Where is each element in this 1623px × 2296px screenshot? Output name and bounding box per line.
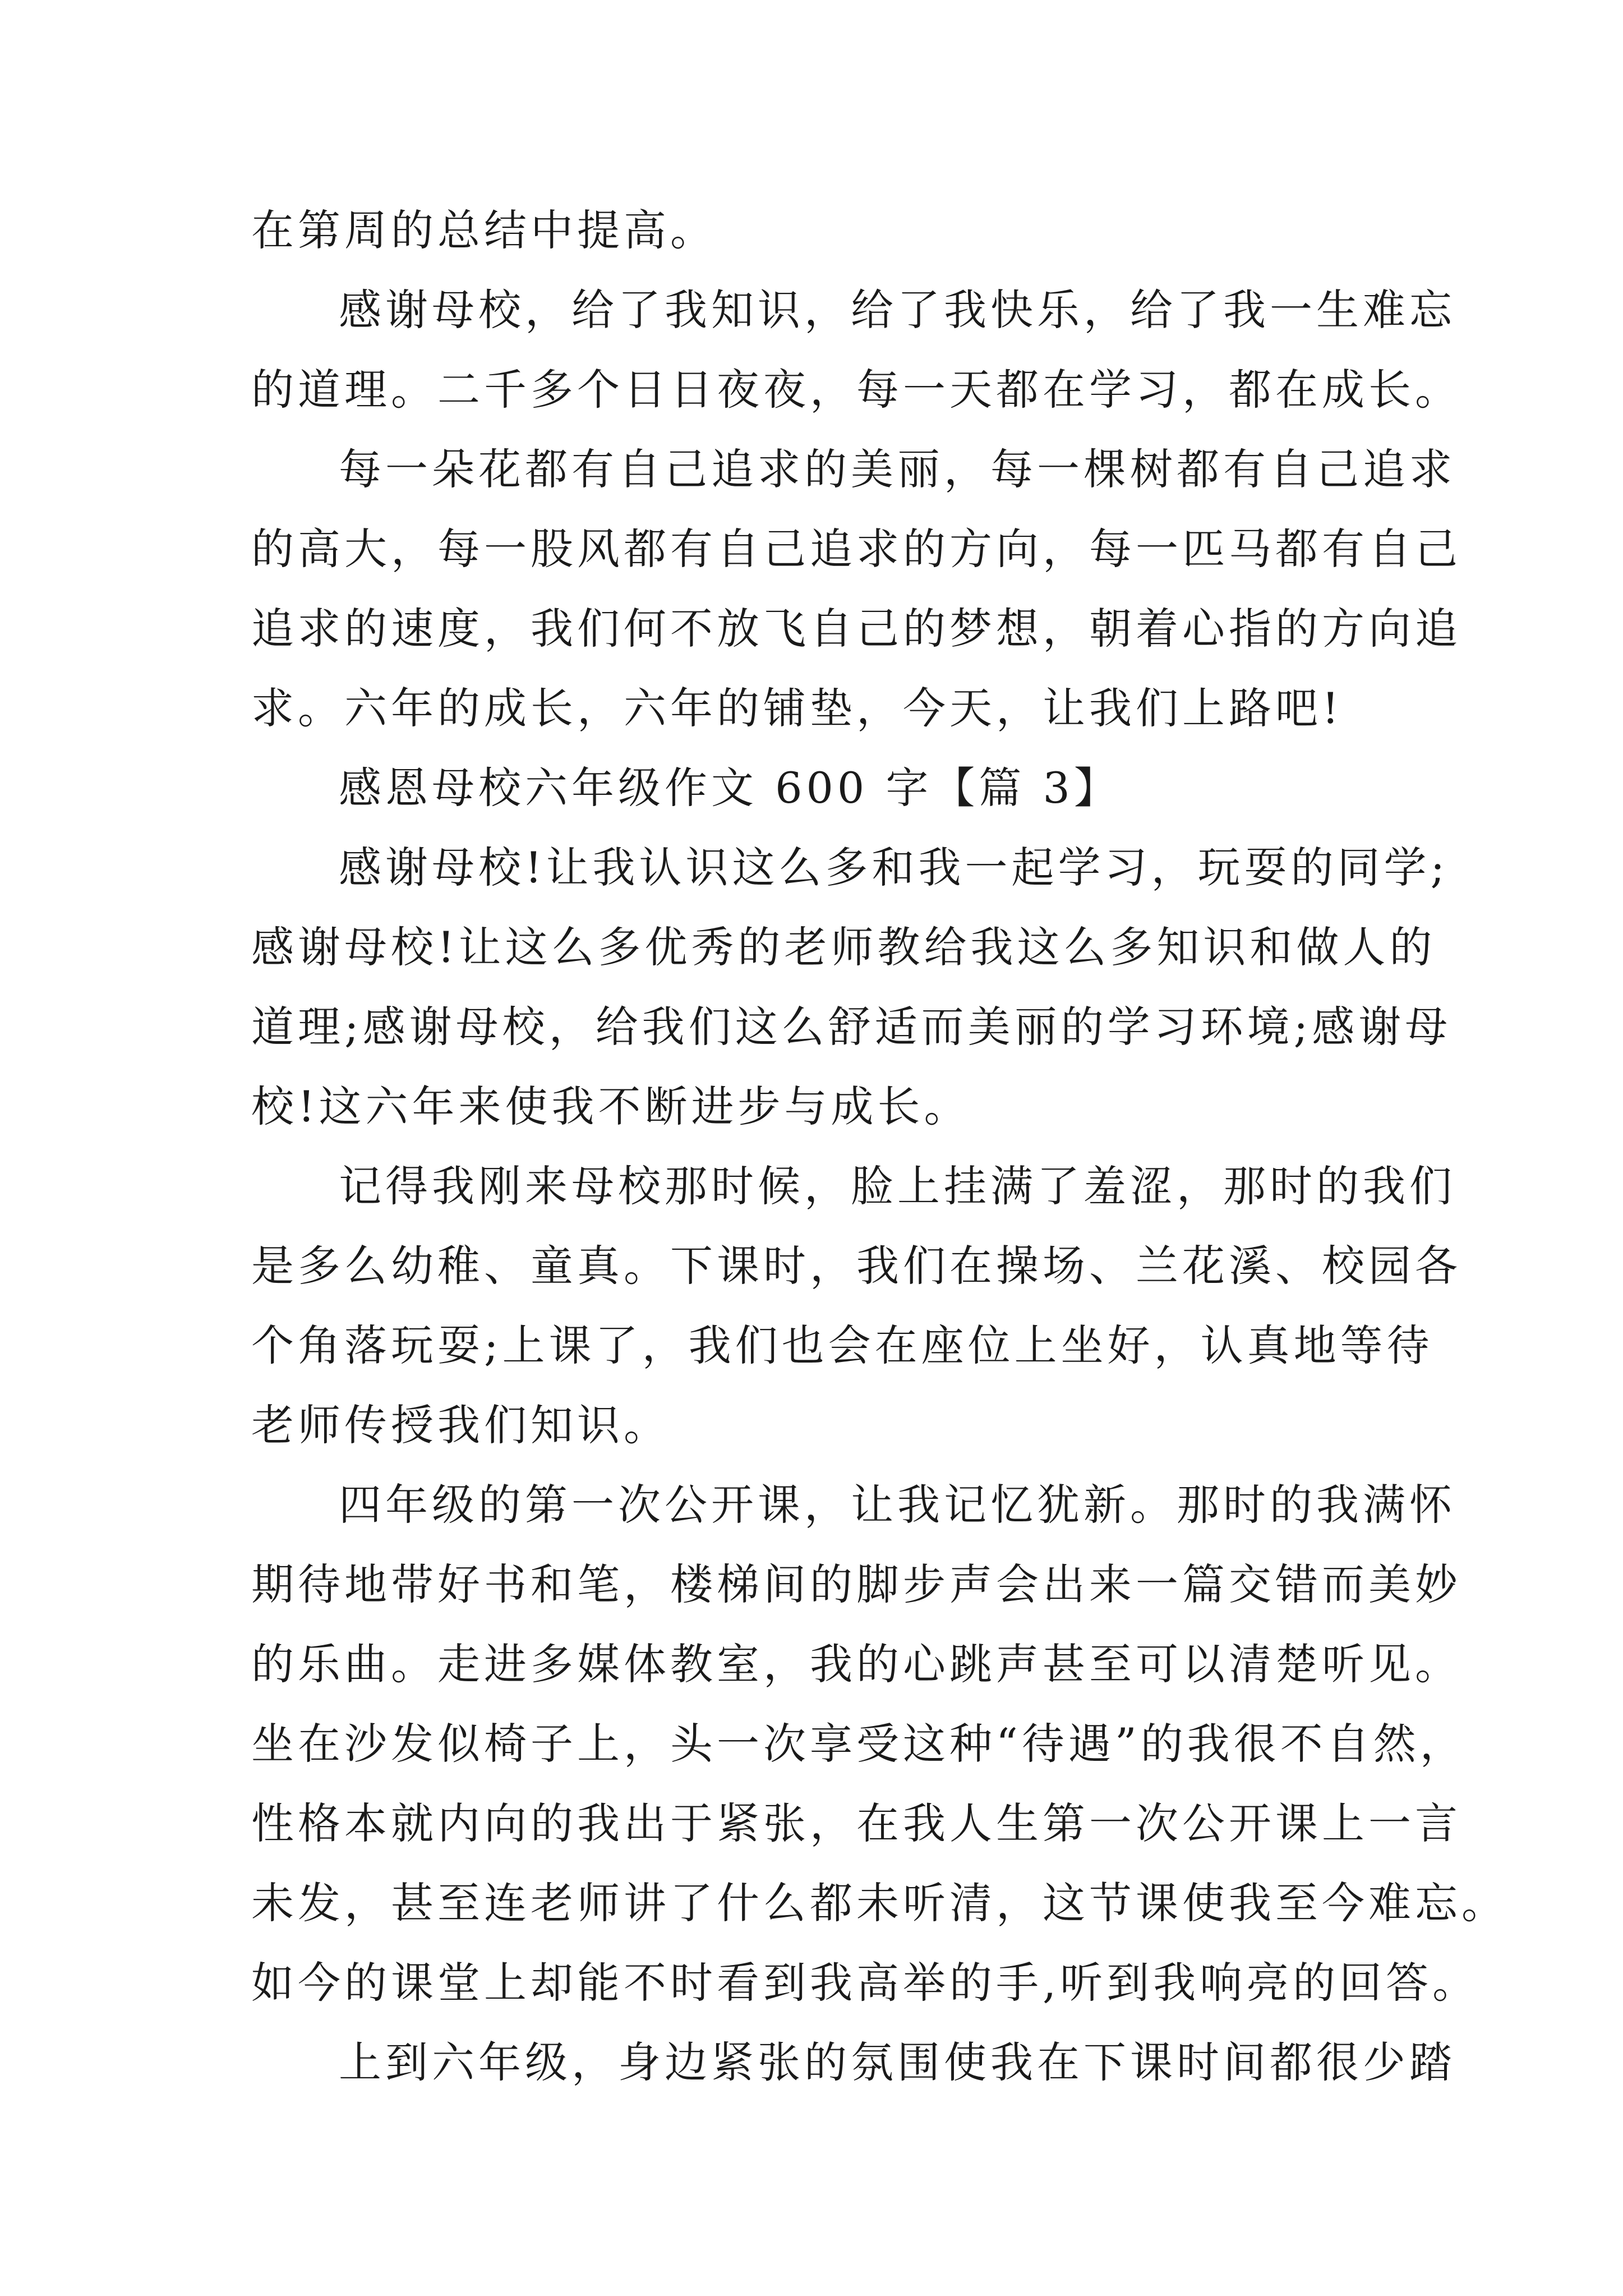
text-line: 老师传授我们知识。 [251, 1400, 670, 1450]
text-line: 坐在沙发似椅子上，头一次享受这种“待遇”的我很不自然， [251, 1719, 1467, 1769]
text-line: 的乐曲。走进多媒体教室，我的心跳声甚至可以清楚听见。 [251, 1639, 1461, 1689]
document-body [251, 191, 1508, 2102]
text-line: 如今的课堂上却能不时看到我高举的手,听到我响亮的回答。 [251, 1958, 1479, 2008]
text-line: 追求的速度，我们何不放飞自己的梦想，朝着心指的方向追 [251, 604, 1461, 654]
text-line: 求。六年的成长，六年的铺垫，今天，让我们上路吧! [251, 683, 1343, 733]
text-line: 个角落玩耍;上课了，我们也会在座位上坐好，认真地等待 [251, 1320, 1433, 1370]
text-line: 性格本就内向的我出于紧张，在我人生第一次公开课上一言 [251, 1798, 1461, 1848]
text-line: 道理;感谢母校，给我们这么舒适而美丽的学习环境;感谢母 [251, 1002, 1452, 1052]
text-line: 期待地带好书和笔，楼梯间的脚步声会出来一篇交错而美妙 [251, 1559, 1461, 1609]
text-line: 每一朵花都有自己追求的美丽，每一棵树都有自己追求 [339, 444, 1456, 494]
text-line: 是多么幼稚、童真。下课时，我们在操场、兰花溪、校园各 [251, 1241, 1461, 1291]
text-line: 感谢母校，给了我知识，给了我快乐，给了我一生难忘 [339, 285, 1456, 335]
text-line: 上到六年级，身边紧张的氛围使我在下课时间都很少踏 [339, 2037, 1456, 2087]
text-line: 记得我刚来母校那时候，脸上挂满了羞涩，那时的我们 [339, 1161, 1456, 1211]
text-line: 感谢母校!让我认识这么多和我一起学习，玩耍的同学; [339, 843, 1449, 892]
text-line: 感谢母校!让这么多优秀的老师教给我这么多知识和做人的 [251, 922, 1436, 972]
text-line: 的高大，每一股风都有自己追求的方向，每一匹马都有自己 [251, 524, 1461, 574]
text-line: 的道理。二千多个日日夜夜，每一天都在学习，都在成长。 [251, 365, 1461, 415]
text-line: 未发，甚至连老师讲了什么都未听清，这节课使我至今难忘。 [251, 1878, 1508, 1928]
text-line: 校!这六年来使我不断进步与成长。 [251, 1082, 971, 1131]
text-line: 在第周的总结中提高。 [251, 205, 717, 255]
text-line: 四年级的第一次公开课，让我记忆犹新。那时的我满怀 [339, 1480, 1456, 1530]
section-heading: 感恩母校六年级作文 600 字【篇 3】 [339, 763, 1121, 813]
